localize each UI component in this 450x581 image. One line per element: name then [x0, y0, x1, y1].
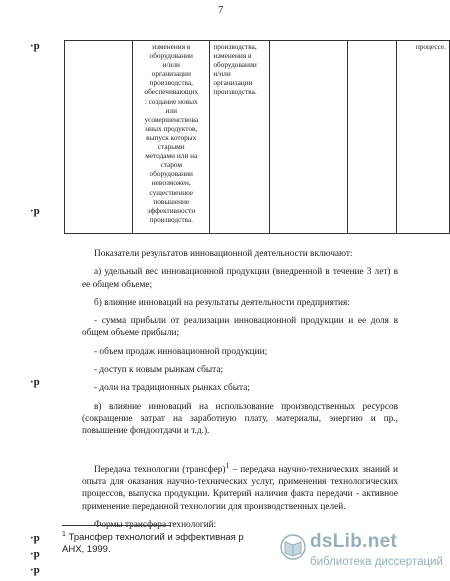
paragraph: - сумма прибыли от реализации инновационной продукции и ее доля в общем объеме прибыли;	[82, 316, 398, 339]
table-cell	[348, 41, 396, 234]
watermark	[280, 532, 444, 576]
paragraph: - объем продаж инновационной продукции;	[94, 346, 268, 357]
margin-mark: ·p	[30, 376, 40, 388]
page-number: 7	[218, 4, 224, 16]
paragraph: в) влияние инноваций на использование производственных ресурсов (сокращение затрат на заработную плату, материалы, энергию и пр., повышение фондоотдачи и т.д.).	[82, 401, 398, 437]
paragraph: - доступ к новым рынкам сбыта;	[94, 365, 224, 376]
watermark-subtitle: библиотека диссертаций	[310, 556, 443, 568]
paragraph: Формы трансфера технологий:	[94, 519, 217, 530]
table-cell	[65, 41, 133, 234]
watermark-domain: dsLib.net	[310, 531, 398, 552]
margin-mark: ·p	[30, 564, 40, 576]
footnote-marker: 1	[62, 531, 66, 538]
footnote-text: АНХ, 1999.	[62, 543, 111, 555]
table-row	[65, 41, 450, 234]
paragraph: а) удельный вес инновационной продукции (внедренной в течение 3 лет) в ее общем объеме;	[82, 267, 398, 290]
footnote-ref[interactable]: 1	[225, 460, 230, 470]
footnote-text: Трансфер технологий и эффективная р	[68, 532, 244, 544]
book-globe-icon	[280, 534, 306, 560]
table-cell	[270, 41, 348, 234]
margin-mark: ·p	[30, 205, 40, 217]
body-text	[82, 248, 398, 537]
paragraph: Передача технологии (трансфер)$^1$ – передача научно-технических знаний и опыта для оказания научно-технических услуг, применения технологических процессов, выпуска продукции. Критерий наличия факта передачи - активное применение переданной технологии для производственных целей.	[82, 460, 398, 512]
paragraph: - доли на традиционных рынках сбыта;	[94, 383, 250, 394]
margin-mark: ·p	[30, 532, 40, 544]
table-cell: производства, изменения в оборудовании и/или организации производства.	[210, 41, 270, 234]
paragraph: Показатели результатов инновационной деятельности включают:	[94, 249, 353, 259]
paragraph: б) влияние инноваций на результаты деятельности предприятия:	[94, 297, 350, 308]
footnote-divider	[62, 525, 170, 526]
table-cell: процессе.	[396, 41, 449, 234]
continuation-table	[64, 40, 450, 234]
table-cell: изменения в оборудовании и/или организации производства, обеспечивающих : создание новых или усовершенствова нных продуктов, выпуск которых старыми методами или на старом оборудовании невозможен, существенное повышение эффективности производства.	[133, 41, 210, 234]
margin-mark: ·p	[30, 40, 40, 52]
margin-mark: ·p	[30, 548, 40, 560]
